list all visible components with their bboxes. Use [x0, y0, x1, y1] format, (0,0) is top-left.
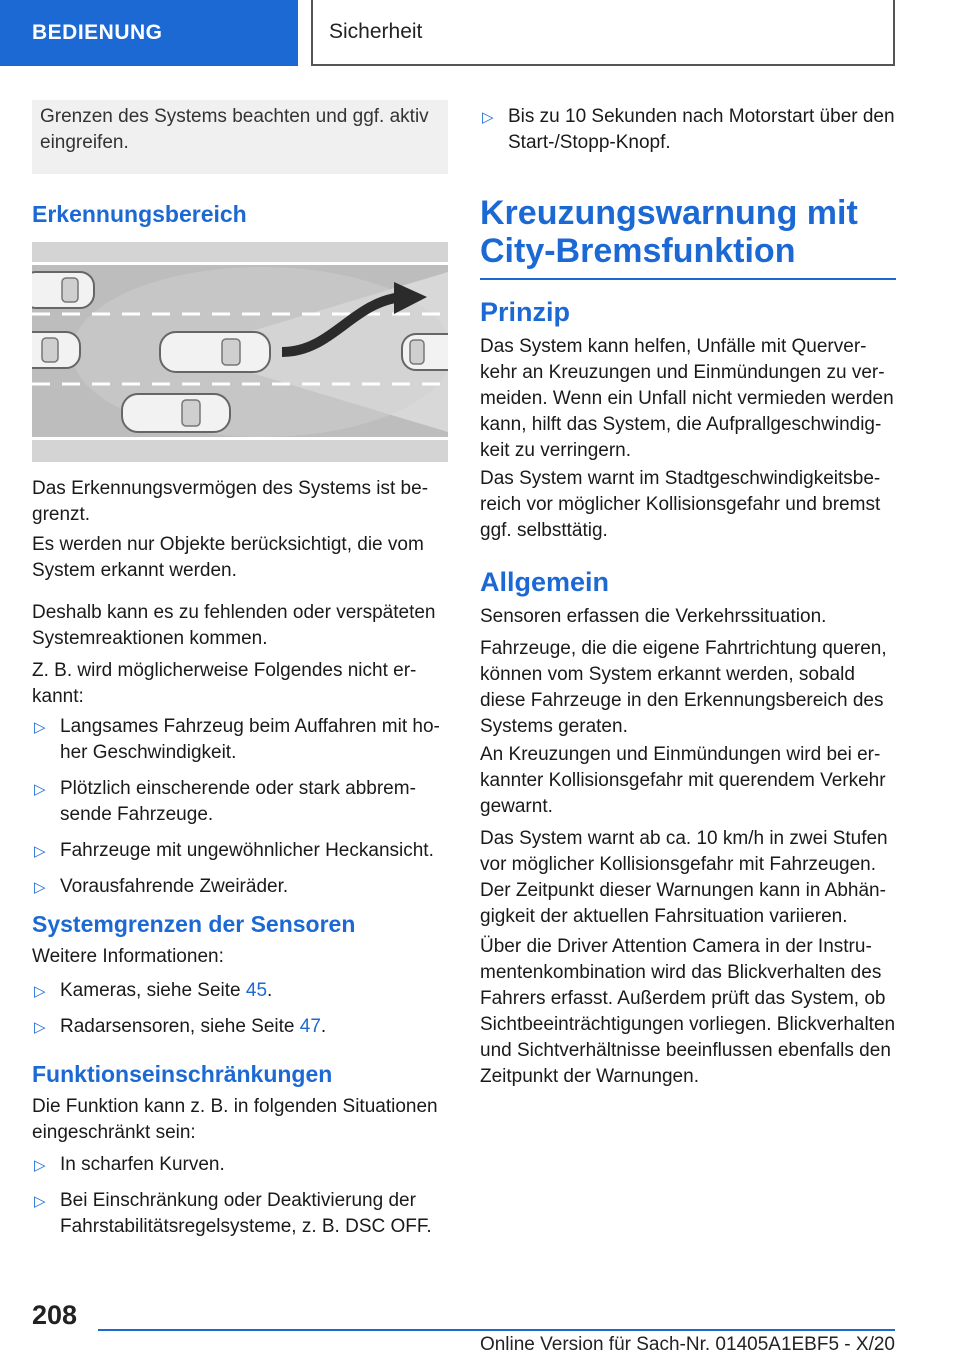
para-detection-4: Z. B. wird möglicherweise Folgendes nicht erkannt: [32, 660, 417, 707]
footer-divider [98, 1329, 895, 1331]
page-number: 208 [32, 1300, 78, 1330]
sensor-intro: Weitere Informationen: [32, 946, 224, 967]
note-box: Grenzen des Systems beachten und ggf. aktiv eingreifen. [32, 100, 448, 174]
triangle-bullet-icon: ▷ [34, 1019, 46, 1036]
heading-sensor-limits: Systemgrenzen der Sensoren [32, 911, 356, 937]
triangle-bullet-icon: ▷ [34, 843, 46, 860]
heading-detection: Erkennungsbereich [32, 201, 247, 227]
triangle-bullet-icon: ▷ [34, 781, 46, 798]
page-link-45[interactable]: 45 [245, 980, 268, 1001]
section-title: Sicherheit [311, 0, 895, 66]
detection-figure [32, 242, 448, 462]
list-item: ▷ Langsames Fahrzeug beim Auffahren mit hoher Geschwindigkeit. [34, 716, 440, 763]
page-title: Kreuzungswarnung mit City-Bremsfunktion [480, 194, 896, 280]
triangle-bullet-icon: ▷ [34, 719, 46, 736]
list-item: ▷ Bei Einschränkung oder Deaktivierung der Fahrstabilitätsregelsysteme, z. B. DSC OFF. [34, 1190, 432, 1237]
heading-function-limits: Funktionseinschränkungen [32, 1061, 333, 1087]
triangle-bullet-icon: ▷ [34, 1193, 46, 1210]
list-sensors [32, 978, 448, 1050]
page-link-47[interactable]: 47 [299, 1016, 321, 1037]
general-para-1: Sensoren erfassen die Verkehrssituation. [480, 606, 827, 627]
triangle-bullet-icon: ▷ [34, 879, 46, 896]
general-para-3: An Kreuzungen und Einmündungen wird bei erkannter Kollisionsgefahr mit querendem Verkehr gewarnt. [480, 744, 886, 817]
list-item: ▷ Bis zu 10 Sekunden nach Motorstart über den Start-/Stopp-Knopf. [482, 106, 895, 153]
principle-para-2: Das System warnt im Stadtgeschwindigkeitsbereich vor möglicher Kollisionsgefahr und bremst ggf. selbsttätig. [480, 468, 881, 541]
para-detection-3: Deshalb kann es zu fehlenden oder verspäteten Systemreaktionen kommen. [32, 602, 436, 649]
list-top-right [480, 104, 896, 166]
heading-general: Allgemein [480, 567, 610, 597]
chapter-tab: BEDIENUNG [0, 0, 298, 66]
general-para-5: Über die Driver Attention Camera in der Instrumentenkombination wird das Blickverhalten des Fahrers erfasst. Außerdem prüft das System, ob Sichtbeeinträchtigungen vorliegen. Blickverhalten und Sichtverhältnisse beeinflussen ebenfalls den Zeitpunkt der Warnungen. [480, 936, 896, 1087]
general-para-4: Das System warnt ab ca. 10 km/h in zwei Stufen vor möglicher Kollisionsgefahr mit Fahrzeugen. Der Zeitpunkt dieser Warnungen kann in Abhängigkeit der aktuellen Fahrsituation variieren. [480, 828, 888, 927]
list-item: ▷ Fahrzeuge mit ungewöhnlicher Heckansicht. [32, 838, 448, 864]
list-limits [32, 1152, 448, 1250]
list-item: ▷ Radarsensoren, siehe Seite 47. [32, 1014, 448, 1040]
footer-online-version: Online Version für Sach-Nr. 01405A1EBF5 - X/20 [479, 1334, 895, 1355]
general-para-2: Fahrzeuge, die die eigene Fahrtrichtung queren, können vom System erkannt werden, sobald diese Fahrzeuge in den Erkennungsbereich des Systems geraten. [480, 638, 887, 737]
triangle-bullet-icon: ▷ [34, 1157, 46, 1174]
principle-para-1: Das System kann helfen, Unfälle mit Querverkehr an Kreuzungen und Einmündungen zu vermeiden. Wenn ein Unfall nicht vermieden werden kann, hilft das System, die Aufprallgeschwindigkeit zu verringern. [480, 336, 894, 461]
list-not-detected [32, 714, 448, 910]
heading-principle: Prinzip [480, 297, 571, 327]
triangle-bullet-icon: ▷ [34, 983, 46, 1000]
list-item: ▷ In scharfen Kurven. [32, 1152, 448, 1178]
detection-illustration [32, 242, 448, 462]
list-item: ▷ Vorausfahrende Zweiräder. [32, 874, 448, 900]
para-detection-1: Das Erkennungsvermögen des Systems ist begrenzt. [32, 478, 429, 525]
list-item: ▷ Plötzlich einscherende oder stark abbremsende Fahrzeuge. [34, 778, 416, 825]
para-detection-2: Es werden nur Objekte berücksichtigt, die vom System erkannt werden. [32, 534, 424, 581]
list-item: ▷ Kameras, siehe Seite 45. [32, 978, 448, 1004]
limit-intro: Die Funktion kann z. B. in folgenden Situationen eingeschränkt sein: [32, 1096, 438, 1143]
triangle-bullet-icon: ▷ [482, 109, 494, 126]
